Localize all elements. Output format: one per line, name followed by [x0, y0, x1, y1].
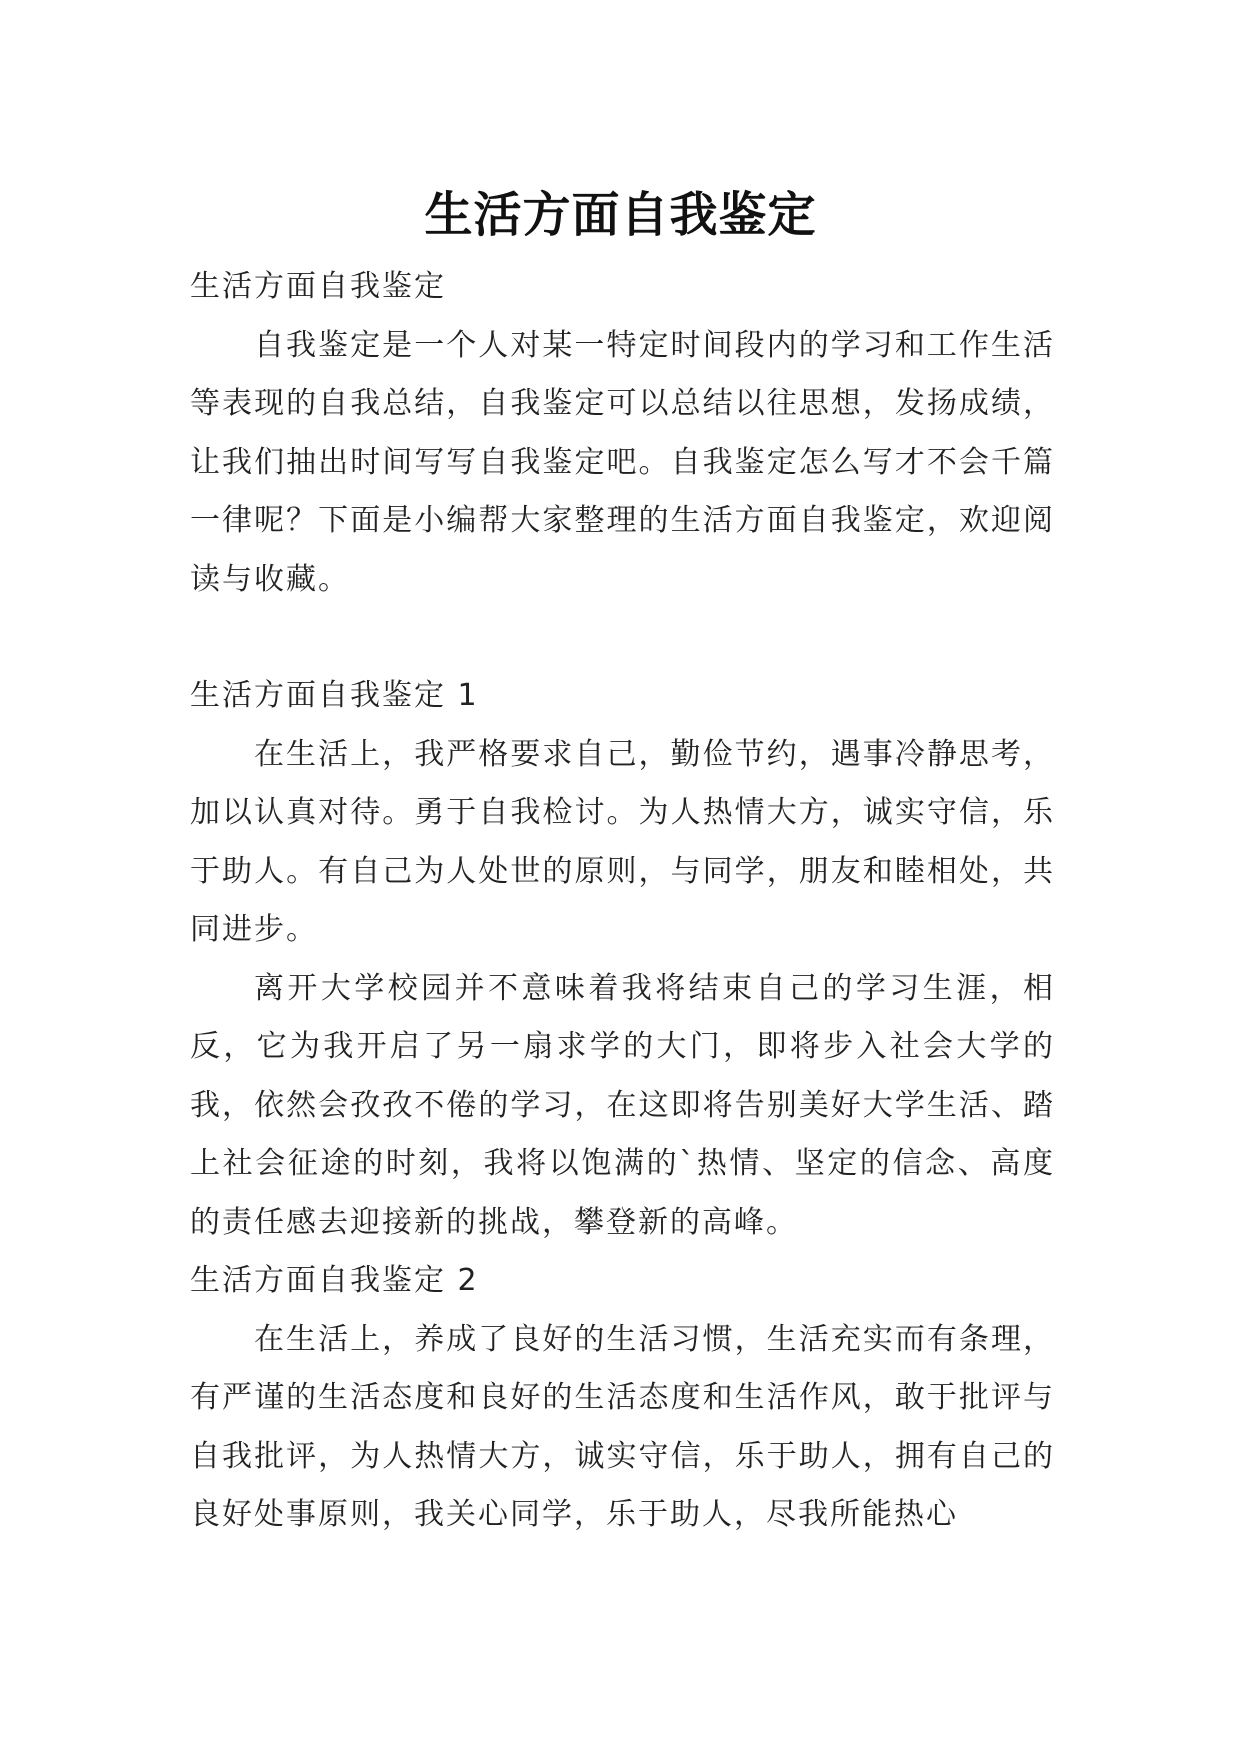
section-1-paragraph-2: 离开大学校园并不意味着我将结束自己的学习生涯，相反，它为我开启了另一扇求学的大门，即将步入社会大学的我，依然会孜孜不倦的学习，在这即将告别美好大学生活、踏上社会征途的时刻，我将以饱满的`热情、坚定的信念、高度的责任感去迎接新的挑战，攀登新的高峰。 [190, 970, 1055, 1240]
document-title: 生活方面自我鉴定 [424, 187, 817, 244]
section-spacer [190, 609, 1055, 667]
section-1-paragraph-1: 在生活上，我严格要求自己，勤俭节约，遇事冷静思考，加以认真对待。勇于自我检讨。为人热情大方，诚实守信，乐于助人。有自己为人处世的原则，与同学，朋友和睦相处，共同进步。 [190, 736, 1055, 947]
section-heading-intro: 生活方面自我鉴定 [190, 269, 446, 304]
intro-paragraph: 自我鉴定是一个人对某一特定时间段内的学习和工作生活等表现的自我总结，自我鉴定可以总结以往思想，发扬成绩，让我们抽出时间写写自我鉴定吧。自我鉴定怎么写才不会千篇一律呢？下面是小编帮大家整理的生活方面自我鉴定，欢迎阅读与收藏。 [190, 327, 1055, 597]
document-body [190, 258, 1055, 1545]
section-heading-1: 生活方面自我鉴定 1 [190, 678, 479, 713]
section-2-paragraph-1: 在生活上，养成了良好的生活习惯，生活充实而有条理，有严谨的生活态度和良好的生活态度和生活作风，敢于批评与自我批评，为人热情大方，诚实守信，乐于助人，拥有自己的良好处事原则，我关心同学，乐于助人，尽我所能热心 [190, 1321, 1055, 1532]
section-heading-2: 生活方面自我鉴定 2 [190, 1263, 479, 1298]
